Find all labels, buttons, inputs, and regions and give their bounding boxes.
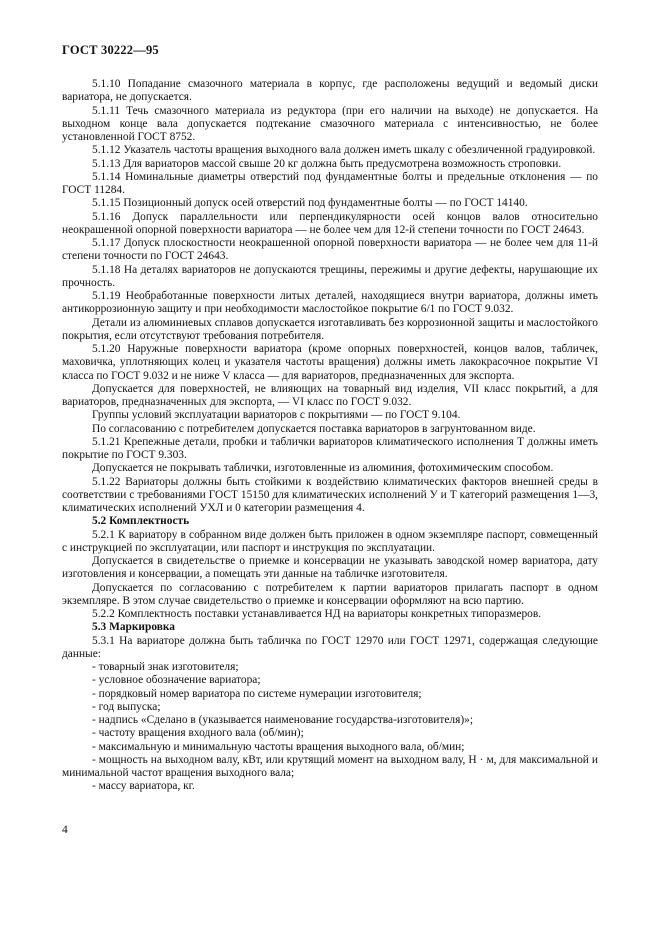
paragraph: - порядковый номер вариатора по системе нумерации изготовителя; [92, 687, 422, 700]
paragraph: 5.1.10 Попадание смазочного материала в корпус, где расположены ведущий и ведомый диски вариатора, не допускается. [62, 78, 598, 104]
page-header-title: ГОСТ 30222—95 [62, 43, 159, 57]
paragraph: - максимальную и минимальную частоты вращения выходного вала, об/мин; [92, 740, 465, 753]
document-body [62, 78, 598, 794]
paragraph: 5.1.11 Течь смазочного материала из редуктора (при его наличии на выходе) не допускается. На выходном конце вала допускается подтекание смазочного материала с интенсивностью, не более установленной ГОСТ 8752. [62, 104, 598, 143]
paragraph: По согласованию с потребителем допускается поставка вариаторов в загрунтованном виде. [92, 422, 536, 435]
paragraph: 5.1.18 На деталях вариаторов не допускаются трещины, пережимы и другие дефекты, нарушающие их прочность. [62, 263, 598, 289]
paragraph: 5.1.12 Указатель частоты вращения выходного вала должен иметь шкалу с обезличенной градуировкой. [92, 144, 596, 157]
paragraph: 5.2.2 Комплектность поставки устанавливается НД на вариаторы конкретных типоразмеров. [92, 608, 542, 620]
paragraph: 5.2.1 К вариатору в собранном виде должен быть приложен в одном экземпляре паспорт, совмещенный с инструкцией по эксплуатации, или паспорт и инструкция по эксплуатации. [62, 528, 598, 554]
paragraph: Детали из алюминиевых сплавов допускается изготавливать без коррозионной защиты и маслостойкого покрытия, если отсутствуют требования потребителя. [62, 316, 598, 342]
paragraph: - надпись «Сделано в (указывается наименование государства-изготовителя)»; [92, 714, 474, 726]
paragraph: 5.1.16 Допуск параллельности или перпендикулярности осей концов валов относительно неокрашенной опорной поверхности вариатора — не более чем для 12-й степени точности по ГОСТ 24643. [62, 210, 598, 236]
paragraph: Допускается не покрывать таблички, изготовленные из алюминия, фотохимическим способом. [92, 462, 554, 475]
paragraph: 5.1.13 Для вариаторов массой свыше 20 кг должна быть предусмотрена возможность строповки. [92, 157, 562, 170]
paragraph: - массу вариатора, кг. [92, 780, 195, 793]
section-heading: 5.3 Маркировка [92, 621, 175, 634]
paragraph: - частоту вращения входного вала (об/мин); [92, 727, 304, 740]
paragraph: - условное обозначение вариатора; [92, 674, 261, 687]
paragraph: 5.1.14 Номинальные диаметры отверстий под фундаментные болты и предельные отклонения — по ГОСТ 11284. [62, 170, 598, 196]
page-number: 4 [62, 824, 68, 836]
paragraph: Группы условий эксплуатации вариаторов с покрытиями — по ГОСТ 9.104. [92, 409, 461, 422]
paragraph: 5.1.17 Допуск плоскостности неокрашенной опорной поверхности вариатора — не более чем для 11-й степени точности по ГОСТ 24643. [62, 237, 598, 263]
paragraph: 5.1.15 Позиционный допуск осей отверстий под фундаментные болты — по ГОСТ 14140. [92, 197, 528, 210]
paragraph: - товарный знак изготовителя; [92, 661, 239, 673]
paragraph: 5.1.20 Наружные поверхности вариатора (кроме опорных поверхностей, концов валов, табличек, маховичка, уплотняющих колец и указателя частоты вращения) должны иметь лакокрасочное покрытие VI класса по ГОСТ 9.032 и не ниже V класса — для вариаторов, предназначенных для экспорта. [62, 343, 598, 382]
paragraph: - год выпуска; [92, 700, 161, 713]
section-heading: 5.2 Комплектность [92, 515, 190, 528]
paragraph: 5.1.22 Вариаторы должны быть стойкими к воздействию климатических факторов внешней среды в соответствии с требованиями ГОСТ 15150 для климатических исполнений У и Т категорий размещения 1—3, климатических исполнений УХЛ и 0 категории размещения 4. [62, 475, 598, 514]
paragraph: - мощность на выходном валу, кВт, или крутящий момент на выходном валу, Н · м, для максимальной и минимальной частот вращения выходного вала; [62, 753, 598, 779]
paragraph: Допускается для поверхностей, не влияющих на товарный вид изделия, VII класс покрытий, а для вариаторов, предназначенных для экспорта, — VI класс по ГОСТ 9.032. [62, 382, 598, 408]
paragraph: Допускается в свидетельстве о приемке и консервации не указывать заводской номер вариатора, дату изготовления и консервации, а помещать эти данные на табличке изготовителя. [62, 555, 598, 581]
paragraph: 5.1.19 Необработанные поверхности литых деталей, находящиеся внутри вариатора, должны иметь антикоррозионную защиту и при необходимости маслостойкое покрытие 6/1 по ГОСТ 9.032. [62, 290, 598, 316]
paragraph: Допускается по согласованию с потребителем к партии вариаторов прилагать паспорт в одном экземпляре. В этом случае свидетельство о приемке и консервации оформляют на всю партию. [62, 581, 598, 607]
paragraph: 5.1.21 Крепежные детали, пробки и таблички вариаторов климатического исполнения Т должны иметь покрытие по ГОСТ 9.303. [62, 435, 598, 461]
paragraph: 5.3.1 На вариаторе должна быть табличка по ГОСТ 12970 или ГОСТ 12971, содержащая следующие данные: [62, 634, 598, 660]
